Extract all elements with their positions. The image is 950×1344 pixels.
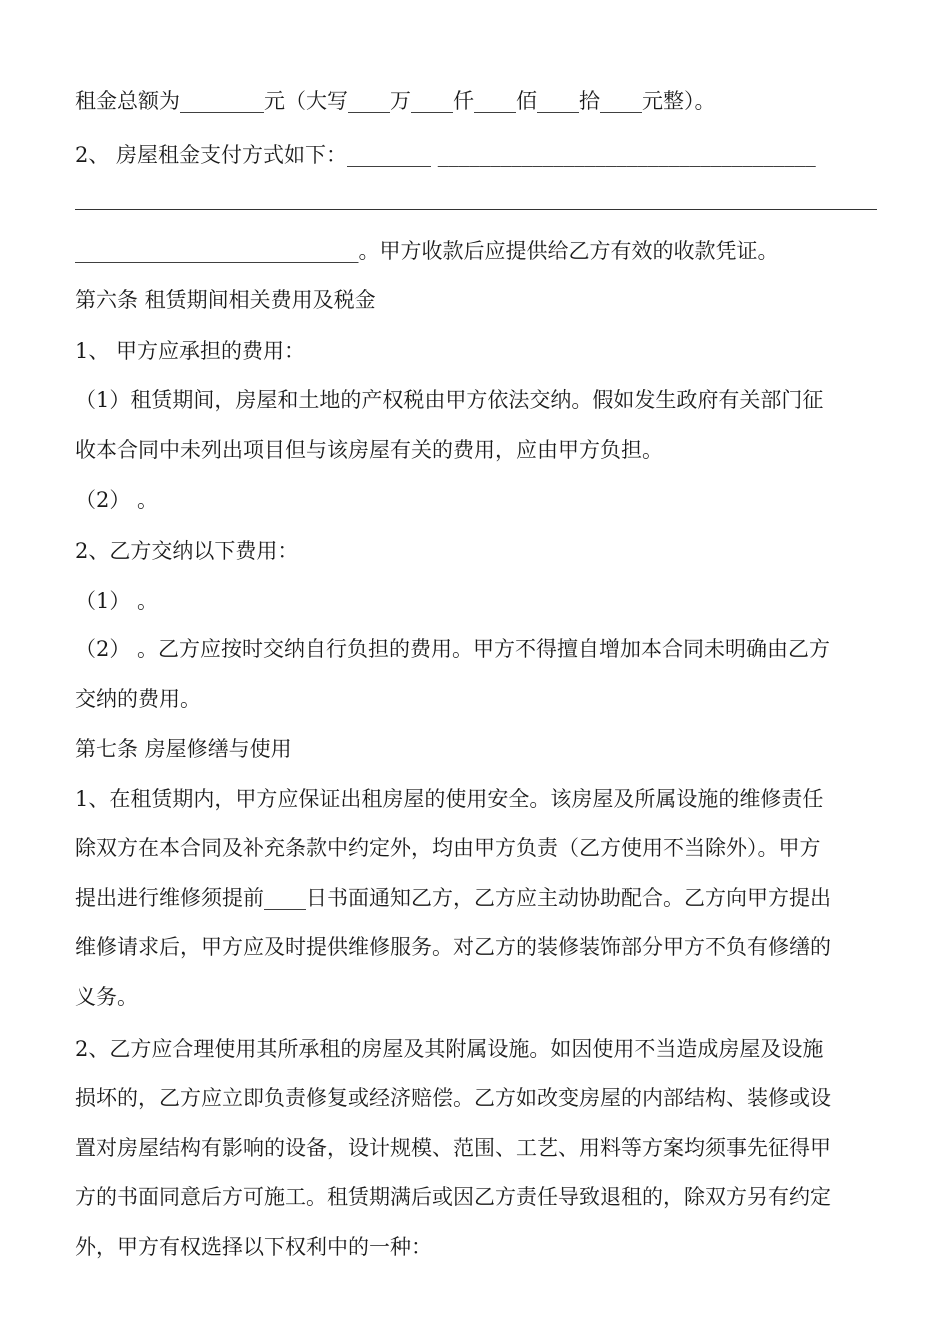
text-line: （1）租赁期间，房屋和土地的产权税由甲方依法交纳。假如发生政府有关部门征: [75, 388, 824, 412]
text-line: （2） 。乙方应按时交纳自行负担的费用。甲方不得擅自增加本合同未明确由乙方: [75, 637, 831, 661]
text-line: 收本合同中未列出项目但与该房屋有关的费用，应由甲方负担。: [75, 438, 663, 462]
text-line: 2、乙方应合理使用其所承租的房屋及其附属设施。如因使用不当造成房屋及设施: [75, 1037, 824, 1061]
text-line: （2） 。: [75, 488, 159, 512]
text-line: 维修请求后，甲方应及时提供维修服务。对乙方的装修装饰部分甲方不负有修缮的: [75, 935, 831, 959]
text-line: 2、乙方交纳以下费用：: [75, 539, 299, 563]
section-heading: 第六条 租赁期间相关费用及税金: [75, 288, 376, 312]
text-line: 义务。: [75, 985, 138, 1009]
text-line: 2、 房屋租金支付方式如下：________ ____________________________________: [75, 143, 816, 167]
text-line: （1） 。: [75, 589, 159, 613]
text-line: 置对房屋结构有影响的设备，设计规模、范围、工艺、用料等方案均须事先征得甲: [75, 1136, 831, 1160]
text-line: 交纳的费用。: [75, 687, 201, 711]
text-line: 提出进行维修须提前____日书面通知乙方，乙方应主动协助配合。乙方向甲方提出: [75, 886, 831, 910]
text-line: 1、 甲方应承担的费用：: [75, 339, 306, 363]
text-line: ___________________________。甲方收款后应提供给乙方有效的收款凭证。: [75, 239, 779, 263]
text-line: 外，甲方有权选择以下权利中的一种：: [75, 1235, 432, 1259]
blank-fill-line: [75, 209, 877, 210]
text-line: 1、在租赁期内，甲方应保证出租房屋的使用安全。该房屋及所属设施的维修责任: [75, 787, 824, 811]
text-line: 方的书面同意后方可施工。租赁期满后或因乙方责任导致退租的，除双方另有约定: [75, 1185, 831, 1209]
text-line: 除双方在本合同及补充条款中约定外，均由甲方负责（乙方使用不当除外）。甲方: [75, 836, 821, 860]
text-line: 损坏的，乙方应立即负责修复或经济赔偿。乙方如改变房屋的内部结构、装修或设: [75, 1086, 831, 1110]
text-line: 租金总额为________元（大写____万____仟____佰____拾____元整）。: [75, 89, 716, 113]
section-heading: 第七条 房屋修缮与使用: [75, 737, 292, 761]
